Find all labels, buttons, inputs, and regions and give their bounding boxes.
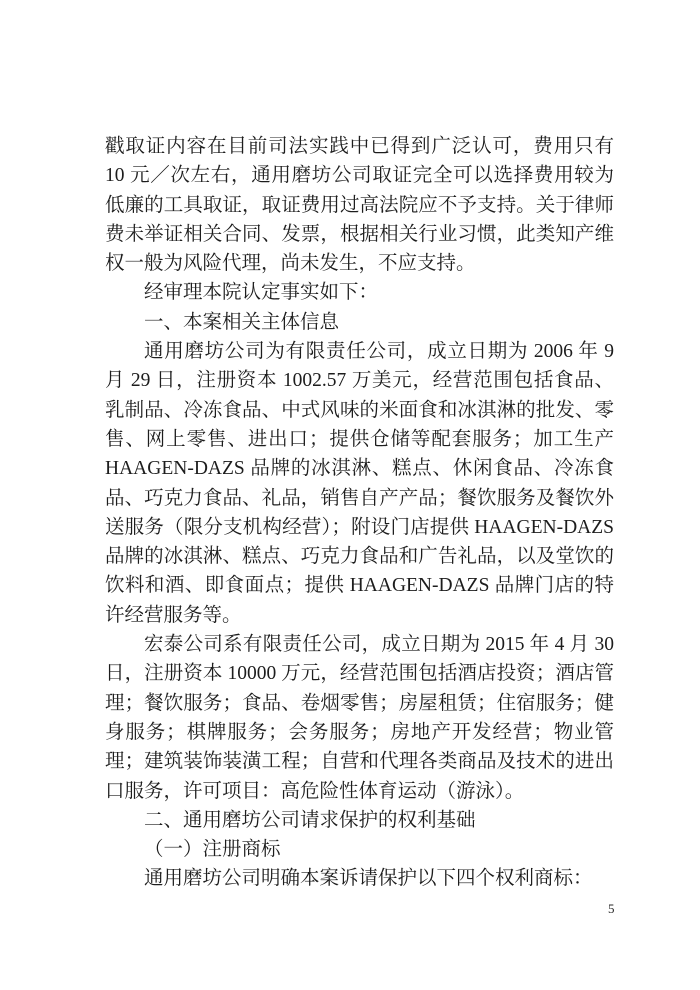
judgment-text-block [105, 132, 614, 894]
page-number: 5 [608, 901, 615, 916]
paragraph-general-mills-company-info: 通用磨坊公司为有限责任公司，成立日期为 2006 年 9 月 29 日，注册资本 1002.57 万美元，经营范围包括食品、乳制品、冷冻食品、中式风味的米面食和冰淇淋的批发、零售、网上零售、进出口；提供仓储等配套服务；加工生产 HAAGEN-DAZS 品牌的冰淇淋、糕点、休闲食品、冷冻食品、巧克力食品、礼品，销售自产产品；餐饮服务及餐饮外送服务（限分支机构经营）；附设门店提供 HAAGEN-DAZS 品牌的冰淇淋、糕点、巧克力食品和广告礼品，以及堂饮的饮料和酒、即食面点；提供 HAAGEN-DAZS 品牌门店的特许经营服务等。 [105, 341, 614, 626]
paragraph-trademark-claim-intro: 通用磨坊公司明确本案诉请保护以下四个权利商标： [144, 868, 593, 890]
paragraph-hongtai-company-info: 宏泰公司系有限责任公司，成立日期为 2015 年 4 月 30 日，注册资本 10000 万元，经营范围包括酒店投资；酒店管理；餐饮服务；食品、卷烟零售；房屋租赁；住宿服务；健身服务；棋牌服务；会务服务；房地产开发经营；物业管理；建筑装饰装潢工程；自营和代理各类商品及技术的进出口服务，许可项目：高危险性体育运动（游泳）。 [105, 634, 614, 802]
section-heading-party-information: 一、本案相关主体信息 [144, 311, 340, 333]
paragraph-facts-intro: 经审理本院认定事实如下： [144, 282, 379, 304]
subsection-heading-registered-trademark: （一）注册商标 [144, 839, 281, 861]
paragraph-evidence-cost-continuation: 戳取证内容在目前司法实践中已得到广泛认可，费用只有 10 元／次左右，通用磨坊公司取证完全可以选择费用较为低廉的工具取证，取证费用过高法院应不予支持。关于律师费未举证相关合同、发票，根据相关行业习惯，此类知产维权一般为风险代理，尚未发生，不应支持。 [105, 136, 614, 275]
section-heading-rights-basis: 二、通用磨坊公司请求保护的权利基础 [144, 809, 476, 831]
